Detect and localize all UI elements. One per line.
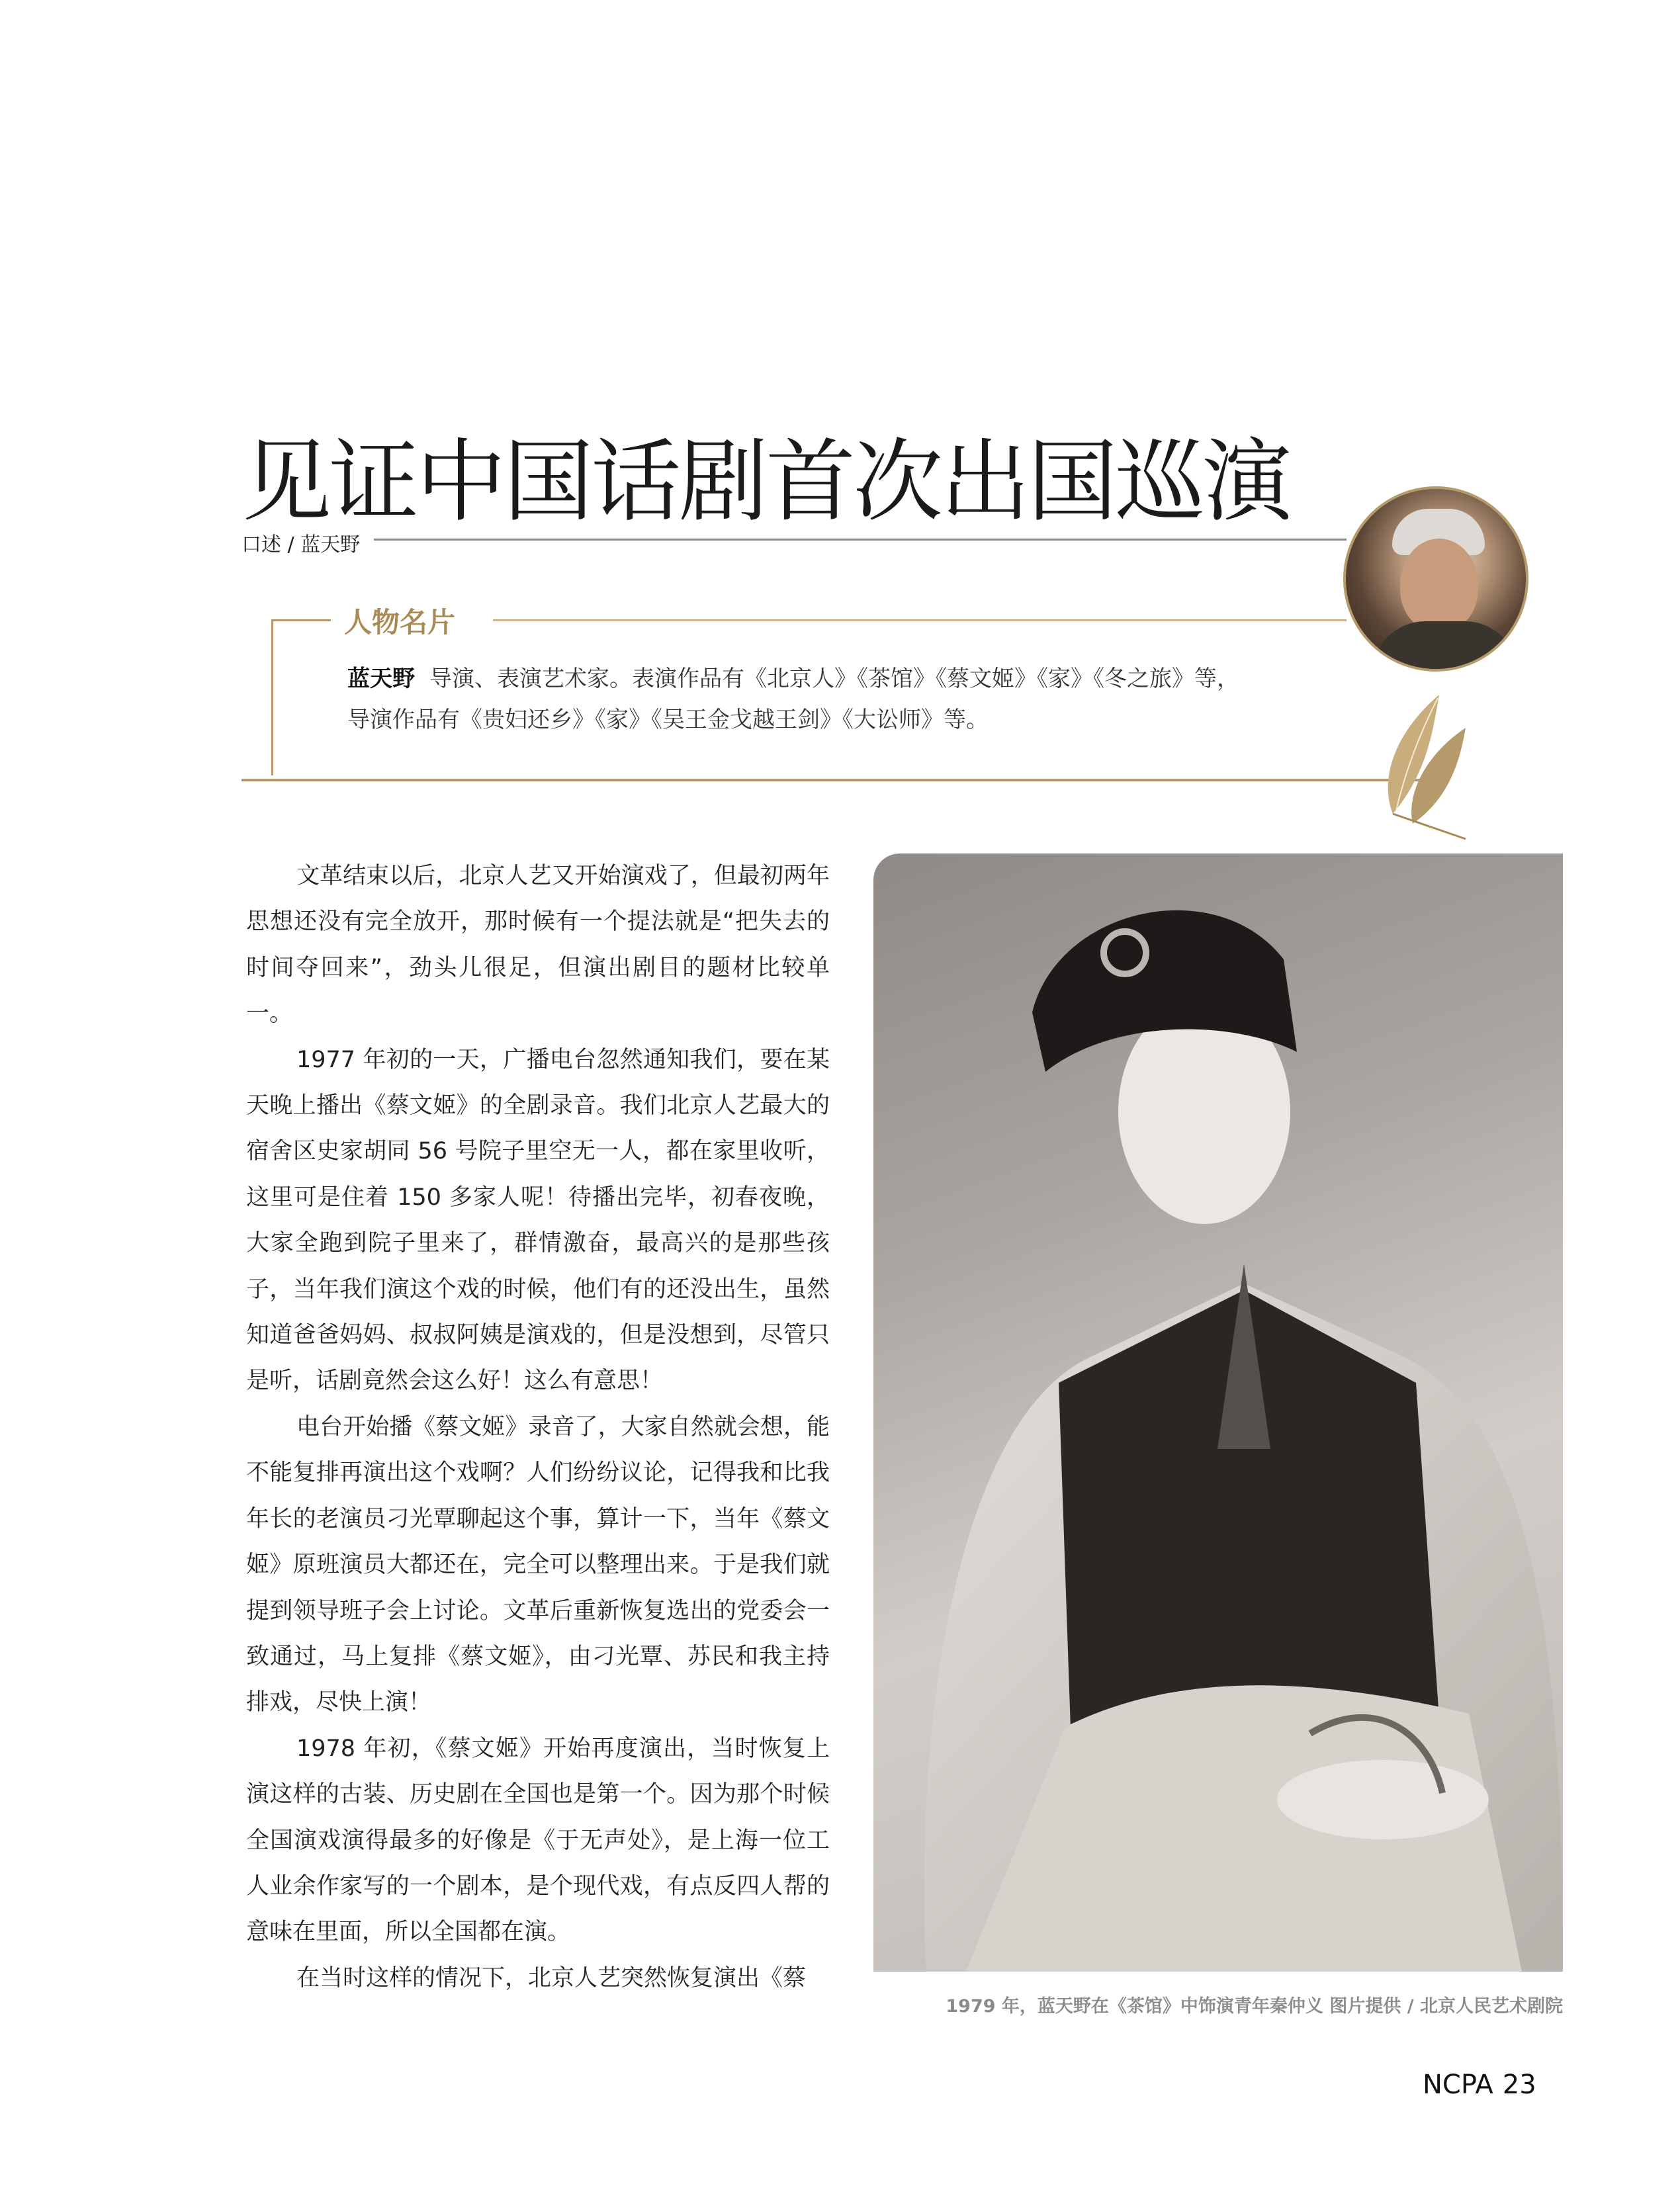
page-footer xyxy=(1423,2070,1536,2100)
portrait-face-shape xyxy=(1400,539,1478,631)
magazine-name: NCPA xyxy=(1423,2070,1493,2100)
body-paragraph: 1978 年初，《蔡文姬》开始再度演出，当时恢复上演这样的古装、历史剧在全国也是第一个。因为那个时候全国演戏演得最多的好像是《于无声处》，是上海一位工人业余作家写的一个剧本，是个现代戏，有点反四人帮的意味在里面，所以全国都在演。 xyxy=(246,1735,830,1946)
author-portrait xyxy=(1343,486,1528,672)
profile-bio-line1 xyxy=(347,658,1380,699)
profile-bio-line2: 导演作品有《贵妇还乡》《家》《吴王金戈越王剑》《大讼师》等。 xyxy=(347,707,989,733)
feather-icon xyxy=(1366,681,1479,840)
article-title: 见证中国话剧首次出国巡演 xyxy=(242,430,1290,535)
photo-caption: 1979 年，蓝天野在《茶馆》中饰演青年秦仲义 图片提供 / 北京人民艺术剧院 xyxy=(946,1996,1563,2017)
article-body xyxy=(246,853,830,2001)
body-paragraph: 1977 年初的一天，广播电台忽然通知我们，要在某天晚上播出《蔡文姬》的全剧录音。我们北京人艺最大的宿舍区史家胡同 56 号院子里空无一人，都在家里收听，这里可是住着 150 多家人呢！待播出完毕，初春夜晚，大家全跑到院子里来了，群情激奋，最高兴的是那些孩子，当年我们演这个戏的时候，他们有的还没出生，虽然知道爸爸妈妈、叔叔阿姨是演戏的，但是没想到，尽管只是听，话剧竟然会这么好！这么有意思！ xyxy=(246,1046,830,1395)
profile-card-bottom-rule xyxy=(242,779,1426,781)
body-paragraph: 电台开始播《蔡文姬》录音了，大家自然就会想，能不能复排再演出这个戏啊？人们纷纷议论，记得我和比我年长的老演员刁光覃聊起这个事，算计一下，当年《蔡文姬》原班演员大都还在，完全可以整理出来。于是我们就提到领导班子会上讨论。文革后重新恢复选出的党委会一致通过，马上复排《蔡文姬》，由刁光覃、苏民和我主持排戏，尽快上演！ xyxy=(246,1413,830,1716)
body-paragraph: 文革结束以后，北京人艺又开始演戏了，但最初两年思想还没有完全放开，那时候有一个提法就是“把失去的时间夺回来”，劲头儿很足，但演出剧目的题材比较单一。 xyxy=(246,863,830,1028)
portrait-body-shape xyxy=(1372,621,1518,672)
profile-card-rule-left xyxy=(271,619,331,621)
profile-card-heading: 人物名片 xyxy=(344,606,456,638)
profile-name: 蓝天野 xyxy=(347,666,415,692)
page-number: 23 xyxy=(1502,2070,1536,2100)
profile-card-text xyxy=(347,658,1380,740)
byline: 口述 / 蓝天野 xyxy=(242,533,361,556)
profile-bio-text1: 导演、表演艺术家。表演作品有《北京人》《茶馆》《蔡文姬》《家》《冬之旅》等， xyxy=(429,666,1239,692)
photo-illustration xyxy=(873,853,1563,1972)
profile-card-rule-right xyxy=(493,619,1347,621)
byline-divider xyxy=(374,539,1347,541)
historical-photo xyxy=(873,853,1563,1972)
body-paragraph: 在当时这样的情况下，北京人艺突然恢复演出《蔡 xyxy=(296,1964,807,1991)
